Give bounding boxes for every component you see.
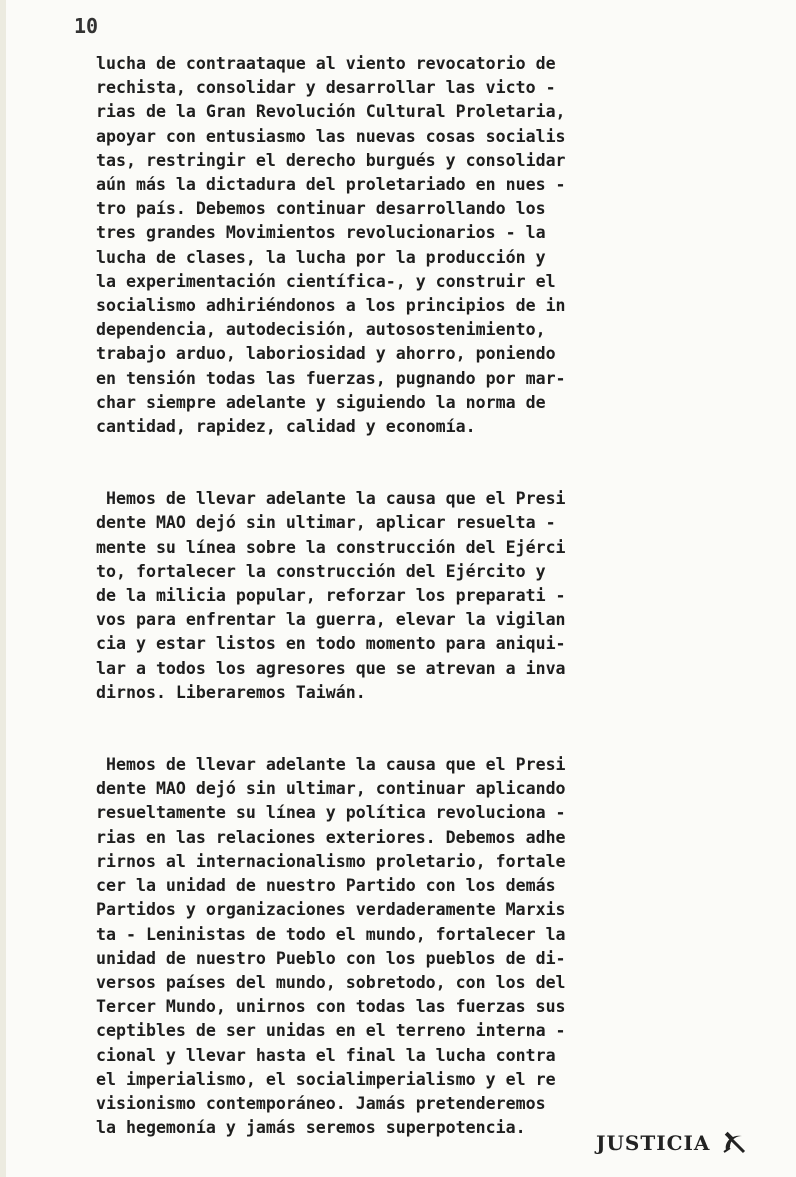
text-line: cer la unidad de nuestro Partido con los demás xyxy=(96,876,556,896)
text-line: dente MAO dejó sin ultimar, aplicar resuelta - xyxy=(96,513,556,533)
text-line: cional y llevar hasta el final la lucha contra xyxy=(96,1045,556,1065)
text-line: vos para enfrentar la guerra, elevar la vigilan xyxy=(96,610,566,630)
text-line: dente MAO dejó sin ultimar, continuar aplicando xyxy=(96,779,566,799)
paragraph-3 xyxy=(96,753,696,1140)
page-number: 10 xyxy=(74,14,99,38)
text-line: rias en las relaciones exteriores. Debemos adhe xyxy=(96,827,566,847)
text-line: lar a todos los agresores que se atrevan a inva xyxy=(96,658,566,678)
text-line: apoyar con entusiasmo las nuevas cosas socialis xyxy=(96,126,566,146)
text-line: trabajo arduo, laboriosidad y ahorro, poniendo xyxy=(96,344,556,364)
text-line: ta - Leninistas de todo el mundo, fortalecer la xyxy=(96,924,566,944)
body-text xyxy=(96,52,696,1140)
text-line: Partidos y organizaciones verdaderamente Marxis xyxy=(96,900,566,920)
text-line: mente su línea sobre la construcción del Ejérci xyxy=(96,537,566,557)
text-line: tas, restringir el derecho burgués y consolidar xyxy=(96,150,566,170)
text-line: dirnos. Liberaremos Taiwán. xyxy=(96,682,366,702)
text-line: tres grandes Movimientos revolucionarios - la xyxy=(96,223,546,243)
page-edge-strip xyxy=(0,0,6,1177)
text-line: visionismo contemporáneo. Jamás pretenderemos xyxy=(96,1093,546,1113)
paragraph-2 xyxy=(96,487,696,705)
text-line: rirnos al internacionalismo proletario, fortale xyxy=(96,851,566,871)
hammer-sickle-icon xyxy=(720,1130,750,1156)
footer xyxy=(596,1130,750,1156)
text-line: to, fortalecer la construcción del Ejército y xyxy=(96,561,546,581)
paragraph-gap xyxy=(96,705,696,753)
text-line: dependencia, autodecisión, autosostenimiento, xyxy=(96,320,546,340)
paragraph-1 xyxy=(96,52,696,439)
text-line: rechista, consolidar y desarrollar las victo - xyxy=(96,78,556,98)
text-line: cantidad, rapidez, calidad y economía. xyxy=(96,417,476,437)
text-line: lucha de contraataque al viento revocatorio de xyxy=(96,54,556,73)
text-line: char siempre adelante y siguiendo la norma de xyxy=(96,392,546,412)
text-line: Tercer Mundo, unirnos con todas las fuerzas sus xyxy=(96,997,566,1017)
text-line: el imperialismo, el socialimperialismo y el re xyxy=(96,1069,556,1089)
text-line: en tensión todas las fuerzas, pugnando por mar- xyxy=(96,368,566,388)
paragraph-gap xyxy=(96,439,696,487)
text-line: la experimentación científica-, y construir el xyxy=(96,271,556,291)
text-line: de la milicia popular, reforzar los preparati - xyxy=(96,586,566,606)
text-line: Hemos de llevar adelante la causa que el Presi xyxy=(96,755,566,775)
text-line: resueltamente su línea y política revoluciona - xyxy=(96,803,566,823)
text-line: Hemos de llevar adelante la causa que el Presi xyxy=(96,489,566,509)
text-line: ceptibles de ser unidas en el terreno interna - xyxy=(96,1021,566,1041)
text-line: rias de la Gran Revolución Cultural Proletaria, xyxy=(96,102,566,122)
text-line: tro país. Debemos continuar desarrollando los xyxy=(96,199,546,219)
text-line: unidad de nuestro Pueblo con los pueblos de di- xyxy=(96,948,566,968)
text-line: lucha de clases, la lucha por la producción y xyxy=(96,247,546,267)
text-line: versos países del mundo, sobretodo, con los del xyxy=(96,972,566,992)
text-line: aún más la dictadura del proletariado en nues - xyxy=(96,175,566,195)
text-line: socialismo adhiriéndonos a los principios de in xyxy=(96,296,566,316)
publication-name: JUSTICIA xyxy=(596,1131,711,1155)
text-line: la hegemonía y jamás seremos superpotencia. xyxy=(96,1118,526,1138)
text-line: cia y estar listos en todo momento para aniqui- xyxy=(96,634,566,654)
